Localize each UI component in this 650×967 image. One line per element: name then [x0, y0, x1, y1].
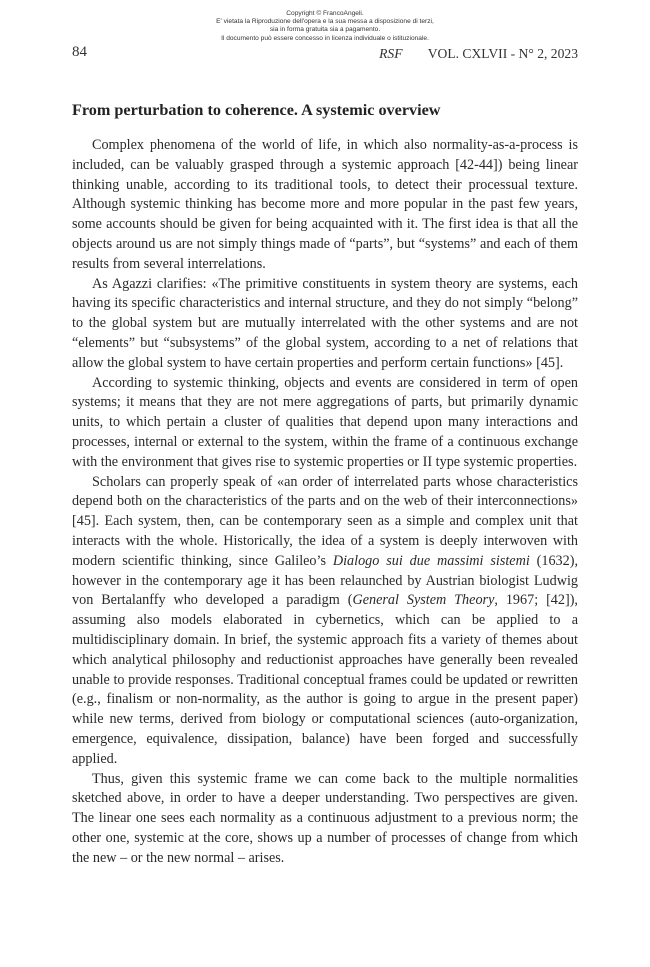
copyright-line: sia in forma gratuita sia a pagamento. — [269, 26, 381, 34]
paragraph-text: , 1967; [42]), assuming also models elaborated in cybernetics, which can be applied to a multidisciplinary domain. In brief, the systemic approach fits a variety of themes about which analytical philosophy and reductionist approaches have generally been revealed unable to provide responses. Traditional conceptual frames could be updated or rewritten (e.g., finalism or non-normality, as the author is going to argue in the present paper) while new terms, derived from biology or computational sciences (auto-organization, emergence, equivalence, dissipation, balance) have been forged and successfully applied. — [72, 592, 578, 767]
body-text — [72, 136, 578, 868]
paragraph-text: Scholars can properly speak of «an order of interrelated parts whose characteristics depend both on the characteristics of the parts and on the web of their interconnections» [45]. Each system, then, can be contemporary seen as a simple and complex unit that interacts with the whole. Historically, the idea of a system is deeply interwoven with modern scientific thinking, since Galileo’s — [72, 473, 578, 569]
section-title: From perturbation to coherence. A systemic overview — [72, 101, 441, 119]
copyright-line: Copyright © FrancoAngeli. — [286, 10, 364, 17]
paragraph: Complex phenomena of the world of life, in which also normality-as-a-process is included, can be valuably grasped through a systemic approach [42-44]) being linear thinking unable, according to its traditional tools, to detect their processual texture. Although systemic thinking has become more and more popular in the past few years, some accounts should be given for being acquainted with it. The first idea is that all the objects around us are not simply things made of “parts”, but “systems” and each of them results from several interrelations. — [72, 137, 578, 272]
paragraph: According to systemic thinking, objects and events are considered in term of open systems; it means that they are not mere aggregations of parts, but primarily dynamic units, to which pertain a cluster of qualities that depend upon many interactions and processes, internal or external to the system, within the frame of a continuous exchange with the environment that gives rise to systemic properties or II type systemic properties. — [72, 374, 578, 470]
paragraph: Thus, given this systemic frame we can come back to the multiple normalities sketched above, in order to have a deeper understanding. Two perspectives are given. The linear one sees each normality as a continuous adjustment to a previous norm; the other one, systemic at the core, shows up a number of processes of change from which the new – or the new normal – arises. — [72, 770, 578, 866]
copyright-line: Il documento può essere concesso in licenza individuale o istituzionale. — [221, 34, 429, 42]
journal-volume: VOL. CXLVII - N° 2, 2023 — [427, 46, 578, 61]
work-title: General System Theory — [352, 592, 495, 609]
work-title: Dialogo sui due massimi sistemi — [332, 552, 530, 569]
journal-name: RSF — [379, 46, 403, 61]
paragraph-text: (1632), however in the contemporary age it has been relaunched by Austrian biologist Ludwig von Bertalanffy who developed a paradigm ( — [72, 552, 578, 609]
copyright-line: E' vietata la Riproduzione dell'opera e la sua messa a disposizione di terzi, — [216, 18, 434, 26]
running-header — [379, 46, 578, 62]
paragraph: As Agazzi clarifies: «The primitive constituents in system theory are systems, each having its specific characteristics and internal structure, and they do not simply “belong” to the global system but are mutually interrelated with the other systems and are not “elements” but “subsystems” of the global system, according to a net of relations that allow the global system to have certain properties and perform certain functions» [45]. — [72, 275, 578, 371]
copyright-notice — [200, 10, 450, 43]
paragraph — [72, 473, 578, 770]
page-number: 84 — [72, 44, 87, 60]
